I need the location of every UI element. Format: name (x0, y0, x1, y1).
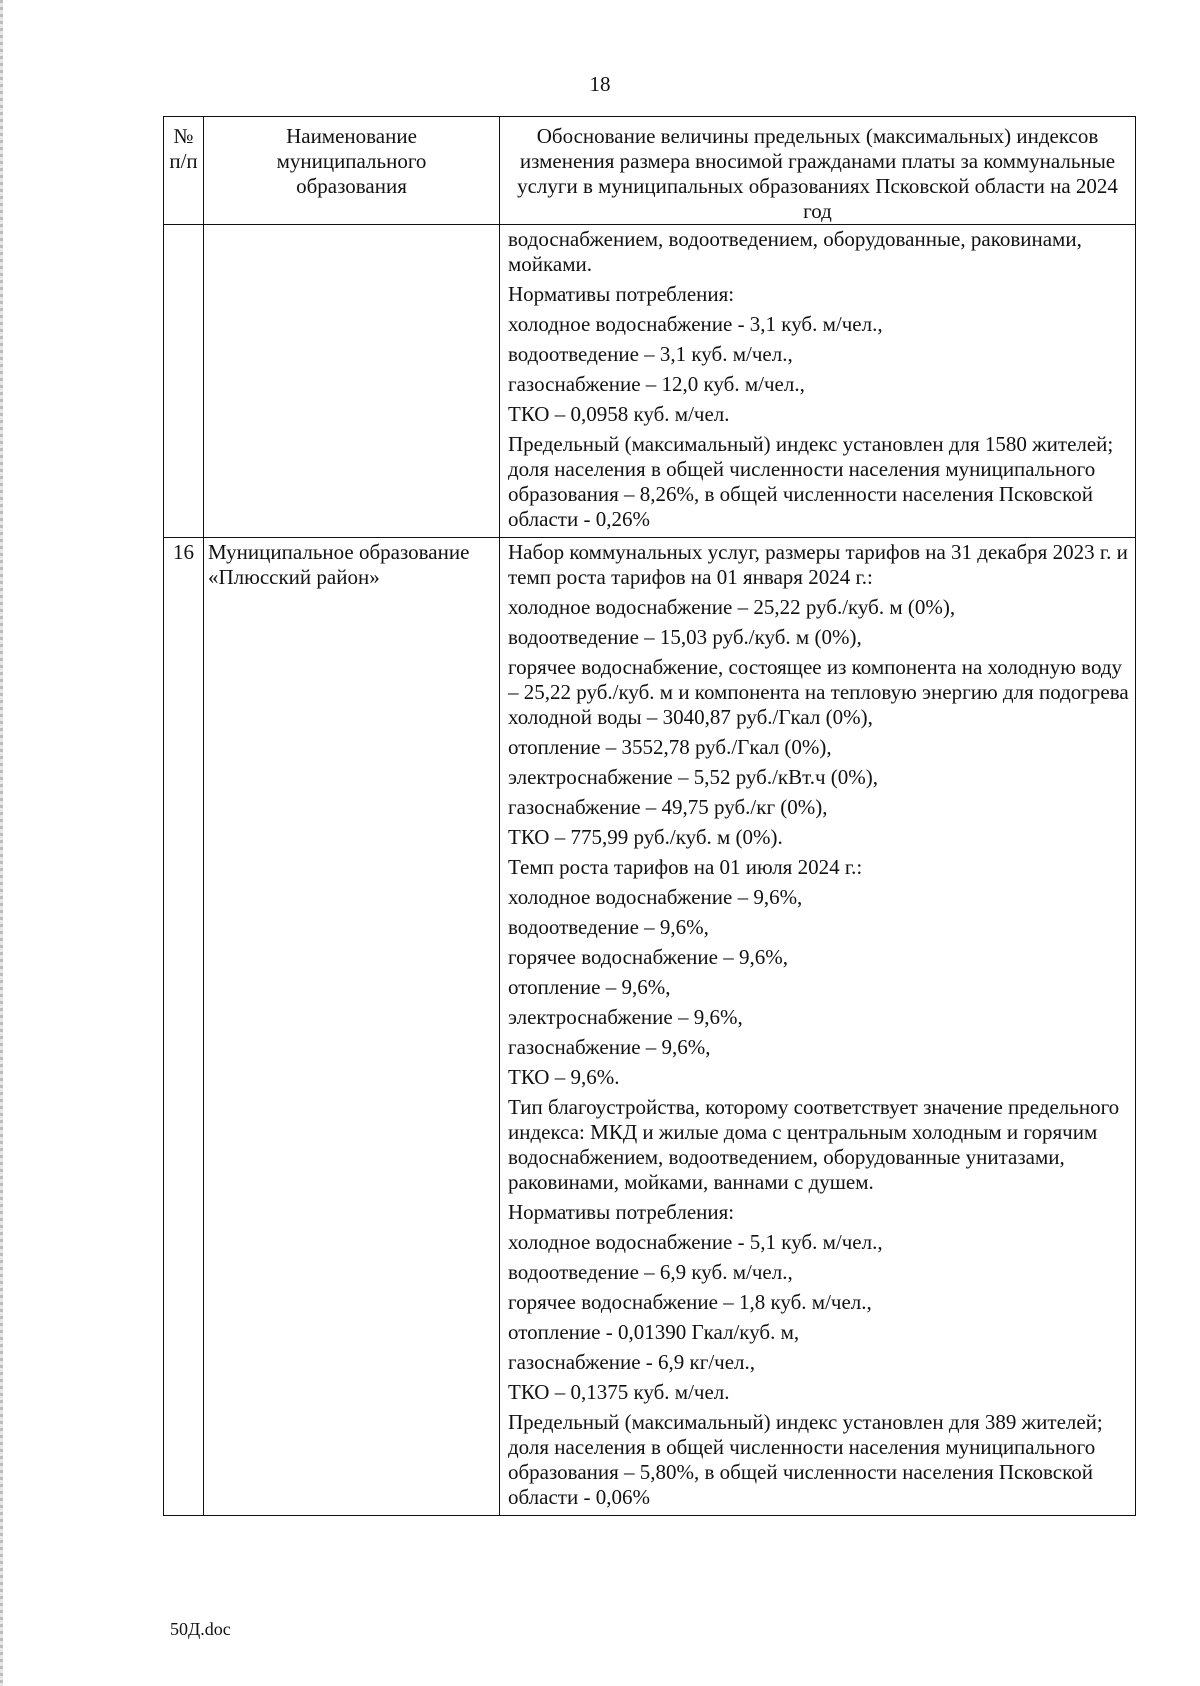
justification-paragraph: горячее водоснабжение – 1,8 куб. м/чел., (508, 1290, 872, 1314)
table-row (164, 538, 1136, 1516)
justification-paragraph: холодное водоснабжение – 9,6%, (508, 885, 803, 909)
scan-edge (0, 0, 3, 1686)
header-name: Наименование муниципального образования (204, 117, 500, 225)
row-municipality-name (204, 225, 500, 538)
justification-paragraph: отопление – 9,6%, (508, 975, 671, 999)
row-num (164, 225, 204, 538)
justification-paragraph: Предельный (максимальный) индекс установлен для 389 жителей; доля населения в общей численности населения муниципального образования – 5,80%, в общей численности населения Псковской области - 0,06% (508, 1410, 1103, 1509)
justification-paragraph: отопление - 0,01390 Гкал/куб. м, (508, 1320, 800, 1344)
row-justification (500, 538, 1136, 1516)
justification-paragraph: холодное водоснабжение - 3,1 куб. м/чел., (508, 312, 883, 336)
row-justification (500, 225, 1136, 538)
page-number: 18 (589, 72, 611, 96)
justification-paragraph: горячее водоснабжение – 9,6%, (508, 945, 788, 969)
justification-paragraph: электроснабжение – 5,52 руб./кВт.ч (0%), (508, 765, 879, 789)
justification-paragraph: газоснабжение – 12,0 куб. м/чел., (508, 372, 805, 396)
justification-paragraph: холодное водоснабжение – 25,22 руб./куб. м (0%), (508, 595, 956, 619)
justification-paragraph: Нормативы потребления: (508, 1200, 735, 1224)
justification-paragraph: ТКО – 0,0958 куб. м/чел. (508, 402, 730, 426)
justification-paragraph: отопление – 3552,78 руб./Гкал (0%), (508, 735, 832, 759)
tariff-table (163, 116, 1136, 1516)
justification-paragraph: водоотведение – 15,03 руб./куб. м (0%), (508, 625, 862, 649)
row-num: 16 (164, 538, 204, 1516)
justification-paragraph: Набор коммунальных услуг, размеры тарифов на 31 декабря 2023 г. и темп роста тарифов на 01 января 2024 г.: (508, 540, 1128, 589)
justification-paragraph: ТКО – 0,1375 куб. м/чел. (508, 1380, 730, 1404)
document-filename: 50Д.doc (170, 1619, 231, 1639)
justification-paragraph: Тип благоустройства, которому соответствует значение предельного индекса: МКД и жилые дома с центральным холодным и горячим водоснабжением, водоотведением, оборудованные унитазами, раковинами, мойками, ваннами с душем. (508, 1095, 1120, 1194)
justification-paragraph: водоснабжением, водоотведением, оборудованные, раковинами, мойками. (508, 227, 1082, 276)
justification-paragraph: водоотведение – 3,1 куб. м/чел., (508, 342, 793, 366)
justification-paragraph: электроснабжение – 9,6%, (508, 1005, 743, 1029)
justification-paragraph: горячее водоснабжение, состоящее из компонента на холодную воду – 25,22 руб./куб. м и компонента на тепловую энергию для подогрева холодной воды – 3040,87 руб./Гкал (0%), (508, 655, 1129, 729)
justification-paragraph: газоснабжение - 6,9 кг/чел., (508, 1350, 756, 1374)
table-header-row (164, 117, 1136, 225)
justification-paragraph: Предельный (максимальный) индекс установлен для 1580 жителей; доля населения в общей численности населения муниципального образования – 8,26%, в общей численности населения Псковской области - 0,26% (508, 432, 1114, 531)
row-municipality-name: Муниципальное образование «Плюсский район» (204, 538, 500, 1516)
header-num: № п/п (164, 117, 204, 225)
justification-paragraph: холодное водоснабжение - 5,1 куб. м/чел., (508, 1230, 883, 1254)
justification-paragraph: Темп роста тарифов на 01 июля 2024 г.: (508, 855, 863, 879)
justification-paragraph: Нормативы потребления: (508, 282, 735, 306)
justification-paragraph: ТКО – 9,6%. (508, 1065, 620, 1089)
justification-paragraph: газоснабжение – 49,75 руб./кг (0%), (508, 795, 828, 819)
table-row (164, 225, 1136, 538)
justification-paragraph: газоснабжение – 9,6%, (508, 1035, 711, 1059)
justification-paragraph: водоотведение – 6,9 куб. м/чел., (508, 1260, 793, 1284)
header-justification: Обоснование величины предельных (максимальных) индексов изменения размера вносимой гражданами платы за коммунальные услуги в муниципальных образованиях Псковской области на 2024 год (500, 117, 1136, 225)
justification-paragraph: ТКО – 775,99 руб./куб. м (0%). (508, 825, 783, 849)
justification-paragraph: водоотведение – 9,6%, (508, 915, 709, 939)
